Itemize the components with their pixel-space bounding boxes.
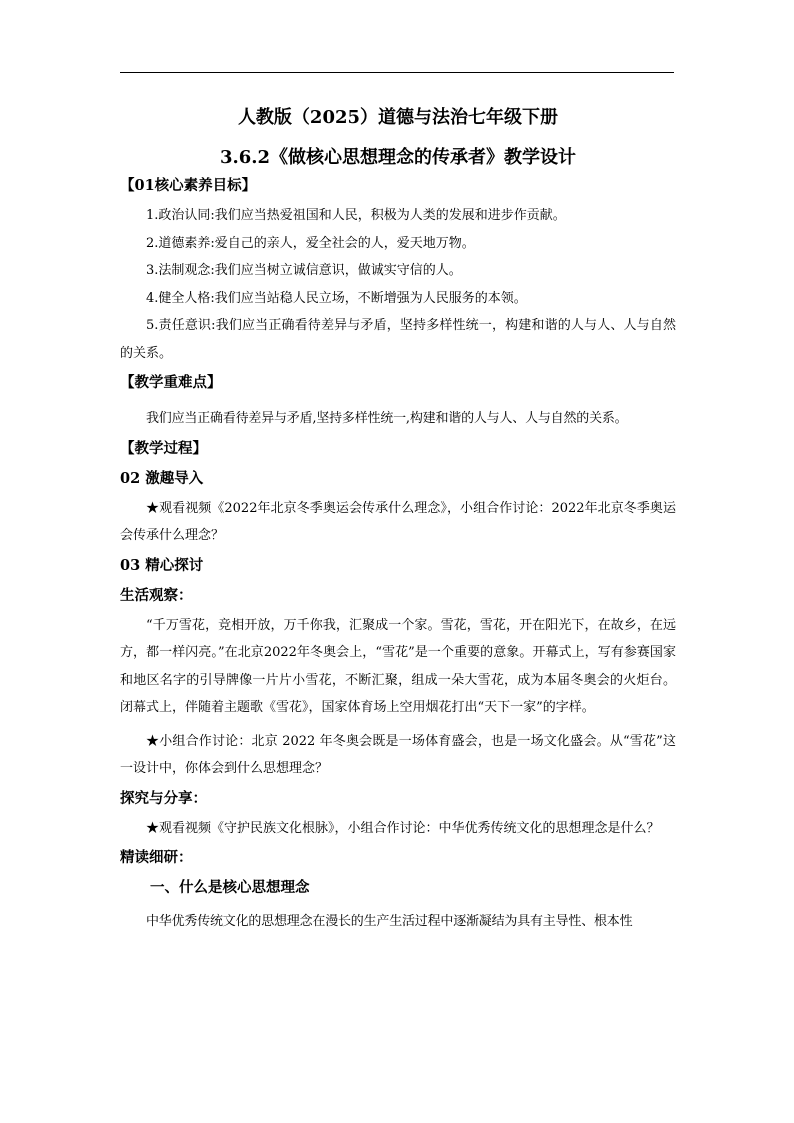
goal-item: 1.政治认同:我们应当热爱祖国和人民，积极为人类的发展和进步作贡献。 [146,208,566,223]
goal-item: 3.法制观念:我们应当树立诚信意识，做诚实守信的人。 [146,263,462,278]
keypoints-heading: 【教学重难点】 [120,374,222,391]
inquiry-share-heading: 探究与分享： [120,789,207,807]
life-observation-paragraph: “千万雪花，竞相开放，万千你我，汇聚成一个家。雪花，雪花，开在阳光下，在故乡，在远方，都一样闪亮。”在北京2022年冬奥会上，“雪花”是一个重要的意象。开幕式上，写有参赛国家和地区名字的引导牌像一片片小雪花，不断汇聚，组成一朵大雪花，成为本届冬奥会的火炬台。闭幕式上，伴随着主题歌《雪花》，国家体育场上空用烟花打出“天下一家”的字样。 [120,617,676,715]
header-rule [120,72,674,73]
goal-item: 5.责任意识:我们应当正确看待差异与矛盾，坚持多样性统一，构建和谐的人与人、人与自然的关系。 [120,318,676,361]
document-body [120,100,676,936]
close-reading-heading: 精读细研： [120,849,193,866]
intro-text: ★观看视频《2022年北京冬季奥运会传承什么理念》，小组合作讨论：2022年北京冬季奥运会传承什么理念？ [120,500,676,543]
keypoints-text: 我们应当正确看待差异与矛盾,坚持多样性统一,构建和谐的人与人、人与自然的关系。 [146,411,628,426]
process-heading: 【教学过程】 [120,439,207,457]
goals-heading: 【01核心素养目标】 [120,177,257,194]
intro-heading: 02 激趣导入 [120,469,204,487]
page-title: 人教版（2025）道德与法治七年级下册 [237,107,559,128]
close-reading-subheading: 一、什么是核心思想理念 [150,879,310,896]
inquiry-share-text: ★观看视频《守护民族文化根脉》，小组合作讨论：中华优秀传统文化的思想理念是什么？ [146,820,660,836]
goal-item: 2.道德素养:爱自己的亲人，爱全社会的人，爱天地万物。 [146,235,475,251]
life-observation-heading: 生活观察： [120,586,193,604]
lesson-title: 3.6.2《做核心思想理念的传承者》教学设计 [219,147,577,168]
discussion-text: ★小组合作讨论：北京 2022 年冬奥会既是一场体育盛会，也是一场文化盛会。从“雪花”这一设计中，你体会到什么思想理念？ [120,733,676,776]
close-reading-text: 中华优秀传统文化的思想理念在漫长的生产生活过程中逐渐凝结为具有主导性、根本性 [146,914,633,929]
goal-item: 4.健全人格:我们应当站稳人民立场，不断增强为人民服务的本领。 [146,290,527,306]
explore-heading: 03 精心探讨 [120,556,204,574]
